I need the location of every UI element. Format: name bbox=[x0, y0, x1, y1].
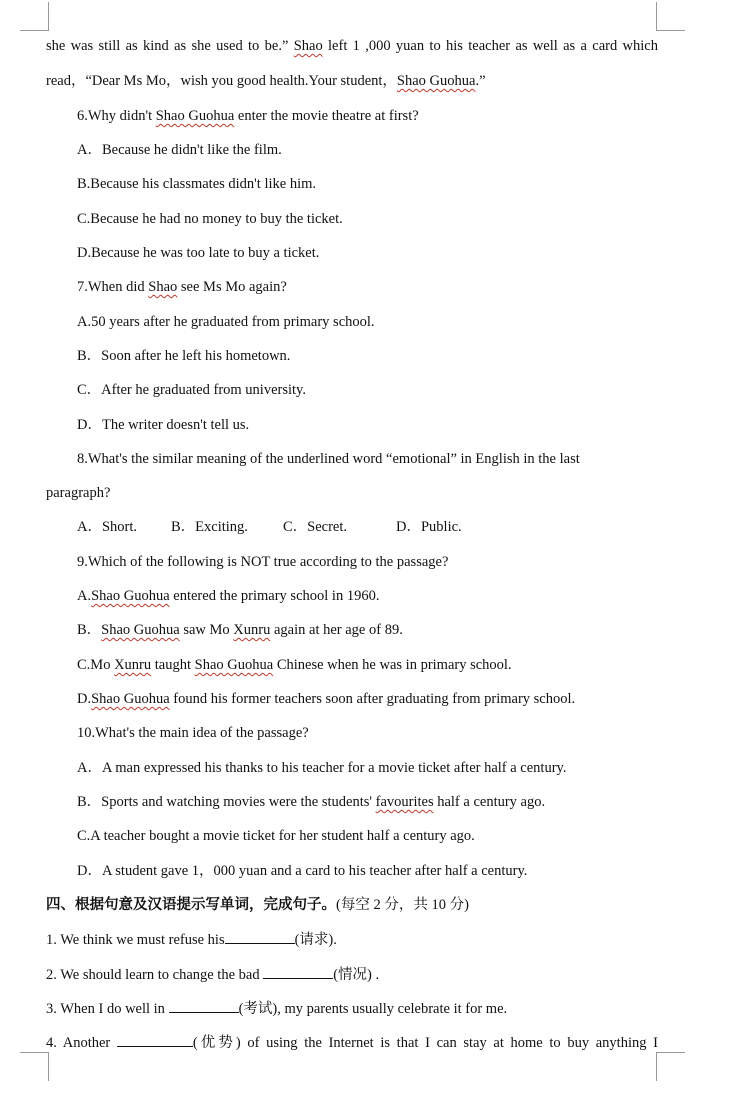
question-8-options bbox=[77, 517, 657, 537]
question-7-option-a: A.50 years after he graduated from primary school. bbox=[77, 314, 375, 330]
question-9-option-b: B．Shao Guohua saw Mo Xunru again at her age of 89. bbox=[77, 622, 403, 638]
spellcheck-word: Shao Guohua bbox=[155, 108, 235, 124]
question-8-stem: 8.What's the similar meaning of the underlined word “emotional” in English in the last bbox=[77, 451, 580, 467]
question-8-stem-continued: paragraph? bbox=[46, 485, 111, 501]
question-6-option-d: D.Because he was too late to buy a ticket. bbox=[77, 245, 320, 261]
question-9-option-d: D.Shao Guohua found his former teachers soon after graduating from primary school. bbox=[77, 691, 576, 707]
question-7-stem: 7.When did Shao see Ms Mo again? bbox=[77, 279, 287, 295]
answer-blank bbox=[263, 964, 333, 979]
question-8-option-d: D．Public. bbox=[396, 519, 462, 535]
spellcheck-word: Xunru bbox=[114, 657, 152, 673]
question-9-option-a: A.Shao Guohua entered the primary school in 1960. bbox=[77, 588, 380, 604]
question-8-option-c: C．Secret. bbox=[283, 519, 348, 535]
answer-blank bbox=[169, 998, 239, 1013]
question-8-option-b: B．Exciting. bbox=[171, 519, 248, 535]
page-corner-mark-bottom-left bbox=[20, 1052, 49, 1081]
question-7-option-c: C．After he graduated from university. bbox=[77, 382, 306, 398]
spellcheck-word: favourites bbox=[375, 794, 434, 810]
spellcheck-word: Shao Guohua bbox=[396, 73, 476, 89]
question-8-option-a: A．Short. bbox=[77, 519, 138, 535]
question-7-option-b: B．Soon after he left his hometown. bbox=[77, 348, 291, 364]
spellcheck-word: Shao Guohua bbox=[101, 622, 180, 638]
fill-in-sentence-1: 1. We think we must refuse his (请求). bbox=[46, 929, 658, 950]
section-4-title: 四、根据句意及汉语提示写单词，完成句子。 bbox=[46, 897, 336, 913]
page-corner-mark-top-left bbox=[20, 2, 49, 31]
section-4-score-note: (每空 2 分，共 10 分) bbox=[336, 897, 469, 913]
question-10-option-a: A．A man expressed his thanks to his teacher for a movie ticket after half a century. bbox=[77, 760, 567, 776]
fill-in-sentence-4: 4. Another (优势) of using the Internet is that I can stay at home to buy anything I bbox=[46, 1032, 658, 1053]
spellcheck-word: Shao bbox=[148, 279, 178, 295]
answer-blank bbox=[117, 1032, 193, 1047]
fill-in-sentence-2: 2. We should learn to change the bad (情况) . bbox=[46, 964, 658, 985]
question-6-stem: 6.Why didn't Shao Guohua enter the movie theatre at first? bbox=[77, 108, 419, 124]
question-9-stem: 9.Which of the following is NOT true according to the passage? bbox=[77, 554, 449, 570]
passage-line: read，“Dear Ms Mo，wish you good health.Your student，Shao Guohua.” bbox=[46, 73, 486, 89]
question-6-option-b: B.Because his classmates didn't like him. bbox=[77, 176, 317, 192]
question-10-option-d: D．A student gave 1，000 yuan and a card to his teacher after half a century. bbox=[77, 863, 528, 879]
question-10-stem: 10.What's the main idea of the passage? bbox=[77, 725, 309, 741]
question-10-option-c: C.A teacher bought a movie ticket for her student half a century ago. bbox=[77, 828, 475, 844]
page-corner-mark-bottom-right bbox=[656, 1052, 685, 1081]
question-7-option-d: D．The writer doesn't tell us. bbox=[77, 417, 250, 433]
answer-blank bbox=[225, 929, 295, 944]
question-6-option-c: C.Because he had no money to buy the ticket. bbox=[77, 211, 343, 227]
page-corner-mark-top-right bbox=[656, 2, 685, 31]
spellcheck-word: Shao Guohua bbox=[91, 691, 170, 707]
spellcheck-word: Xunru bbox=[233, 622, 271, 638]
section-4-heading bbox=[46, 895, 658, 915]
question-10-option-b: B．Sports and watching movies were the students' favourites half a century ago. bbox=[77, 794, 546, 810]
fill-in-sentence-3: 3. When I do well in (考试), my parents usually celebrate it for me. bbox=[46, 998, 658, 1019]
question-6-option-a: A．Because he didn't like the film. bbox=[77, 142, 282, 158]
spellcheck-word: Shao bbox=[293, 38, 323, 54]
spellcheck-word: Shao Guohua bbox=[91, 588, 170, 604]
passage-line: she was still as kind as she used to be.” Shao left 1 ,000 yuan to his teacher as well as a card which bbox=[46, 38, 658, 54]
spellcheck-word: Shao Guohua bbox=[194, 657, 274, 673]
question-9-option-c: C.Mo Xunru taught Shao Guohua Chinese when he was in primary school. bbox=[77, 657, 512, 673]
